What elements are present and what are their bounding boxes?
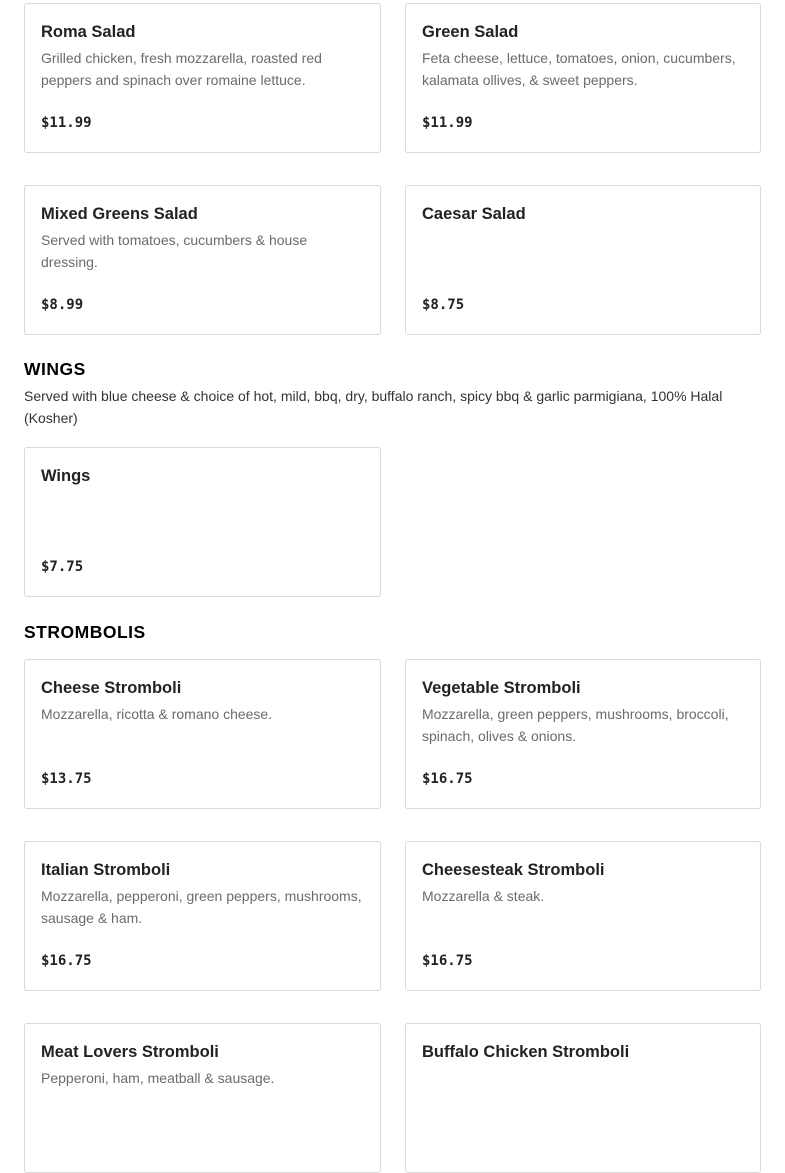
item-description: Grilled chicken, fresh mozzarella, roasted red peppers and spinach over romaine lettuce. bbox=[41, 50, 322, 88]
item-description bbox=[422, 229, 744, 273]
item-name: Caesar Salad bbox=[422, 205, 526, 223]
item-description: Pepperoni, ham, meatball & sausage. bbox=[41, 1070, 275, 1086]
item-name: Vegetable Stromboli bbox=[422, 679, 581, 697]
item-price: $8.99 bbox=[41, 297, 84, 313]
section-heading: WINGS bbox=[24, 359, 86, 379]
menu-item-card[interactable] bbox=[405, 841, 761, 991]
salads-grid bbox=[24, 3, 761, 335]
section-heading: STROMBOLIS bbox=[24, 622, 146, 642]
item-name: Wings bbox=[41, 467, 91, 485]
menu-item-card[interactable] bbox=[24, 185, 381, 335]
item-description bbox=[41, 491, 364, 535]
item-price: $16.75 bbox=[422, 953, 473, 969]
item-name: Cheesesteak Stromboli bbox=[422, 861, 605, 879]
menu-item-card[interactable] bbox=[24, 659, 381, 809]
item-name: Italian Stromboli bbox=[41, 861, 171, 879]
item-name: Cheese Stromboli bbox=[41, 679, 182, 697]
menu-item-card[interactable] bbox=[24, 1023, 381, 1173]
item-name: Meat Lovers Stromboli bbox=[41, 1043, 219, 1061]
item-description: Served with tomatoes, cucumbers & house dressing. bbox=[41, 232, 308, 270]
item-description: Mozzarella & steak. bbox=[422, 888, 545, 904]
item-price: $11.99 bbox=[41, 115, 92, 131]
menu-item-card[interactable] bbox=[24, 447, 381, 597]
section-description: Served with blue cheese & choice of hot, mild, bbq, dry, buffalo ranch, spicy bbq & garlic parmigiana, 100% Halal (Kosher) bbox=[24, 388, 723, 426]
item-description: Mozzarella, pepperoni, green peppers, mushrooms, sausage & ham. bbox=[41, 888, 362, 926]
wings-grid bbox=[24, 447, 761, 597]
menu-item-card[interactable] bbox=[405, 185, 761, 335]
strombolis-grid bbox=[24, 659, 761, 1173]
menu-item-card[interactable] bbox=[24, 841, 381, 991]
item-price: $13.75 bbox=[41, 771, 92, 787]
item-name: Green Salad bbox=[422, 23, 519, 41]
item-name: Roma Salad bbox=[41, 23, 136, 41]
item-description bbox=[422, 1067, 744, 1111]
item-price: $16.75 bbox=[41, 953, 92, 969]
item-description: Mozzarella, ricotta & romano cheese. bbox=[41, 706, 273, 722]
menu-page bbox=[24, 3, 761, 1173]
menu-item-card[interactable] bbox=[405, 1023, 761, 1173]
menu-item-card[interactable] bbox=[24, 3, 381, 153]
item-price: $11.99 bbox=[422, 115, 473, 131]
item-name: Buffalo Chicken Stromboli bbox=[422, 1043, 630, 1061]
menu-item-card[interactable] bbox=[405, 3, 761, 153]
menu-item-card[interactable] bbox=[405, 659, 761, 809]
wings-section bbox=[24, 358, 761, 597]
item-description: Feta cheese, lettuce, tomatoes, onion, cucumbers, kalamata ollives, & sweet peppers. bbox=[422, 50, 736, 88]
item-price: $16.75 bbox=[422, 771, 473, 787]
item-price: $8.75 bbox=[422, 297, 465, 313]
item-description: Mozzarella, green peppers, mushrooms, broccoli, spinach, olives & onions. bbox=[422, 706, 729, 744]
strombolis-section bbox=[24, 621, 761, 1173]
item-price: $7.75 bbox=[41, 559, 84, 575]
item-name: Mixed Greens Salad bbox=[41, 205, 198, 223]
